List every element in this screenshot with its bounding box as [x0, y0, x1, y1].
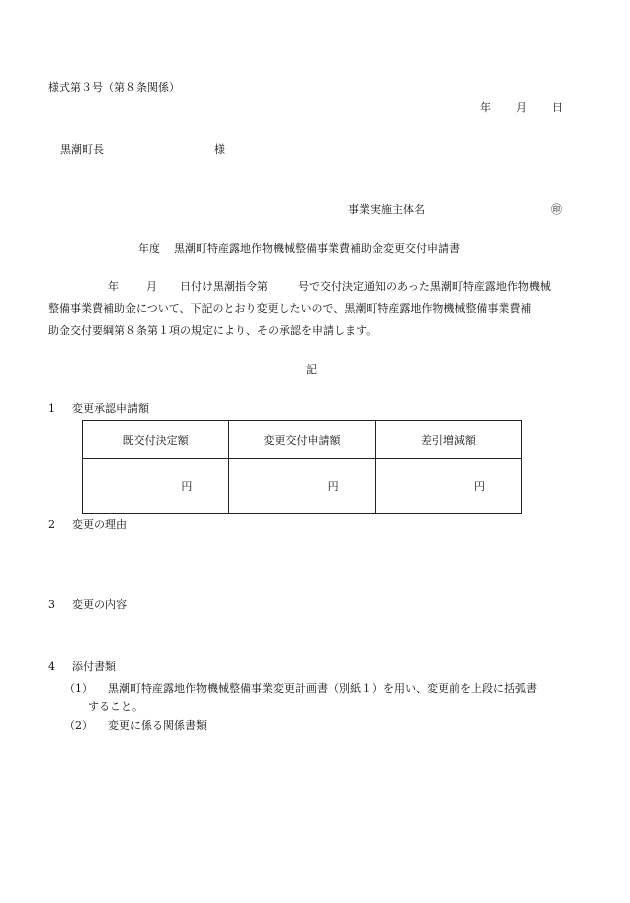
body-dated: 日付け黒潮指令第 [180, 280, 268, 293]
value-difference-amount: 円 [375, 459, 521, 514]
header-change-amount: 変更交付申請額 [229, 421, 375, 459]
addressee-honorific: 様 [214, 143, 225, 156]
body-number-text: 号で交付決定通知のあった黒潮町特産露地作物機械 [298, 280, 551, 293]
attachment-2-line-1: 変更に係る関係書類 [108, 719, 207, 732]
attachment-1-line-2: すること。 [88, 700, 143, 713]
section-3-title: 変更の内容 [72, 598, 127, 611]
date-month: 月 [516, 101, 527, 114]
section-2-number: 2 [48, 518, 55, 531]
attachment-1-number: （1） [64, 682, 93, 695]
applicant-label: 事業実施主体名 [348, 203, 425, 216]
seal-mark: ㊞ [551, 203, 562, 216]
amount-table-value-row [83, 459, 522, 514]
value-change-amount: 円 [229, 459, 375, 514]
body-line-2: 整備事業費補助金について、下記のとおり変更したいので、黒潮町特産露地作物機械整備事業費補 [48, 302, 532, 315]
body-month: 月 [146, 280, 157, 293]
section-4-number: 4 [48, 660, 55, 673]
amount-table-header-row [83, 421, 522, 459]
document-title: 黒潮町特産露地作物機械整備事業費補助金変更交付申請書 [174, 242, 460, 255]
amount-table [82, 420, 522, 514]
section-2-title: 変更の理由 [72, 518, 127, 531]
date-day: 日 [552, 101, 563, 114]
section-4-title: 添付書類 [72, 660, 116, 673]
title-era: 年度 [138, 242, 160, 255]
section-1-title: 変更承認申請額 [72, 402, 149, 415]
header-existing-amount: 既交付決定額 [83, 421, 229, 459]
body-line-3: 助金交付要綱第８条第１項の規定により、その承認を申請します。 [48, 324, 378, 337]
form-number-label: 様式第３号（第８条関係） [48, 81, 180, 94]
body-year: 年 [108, 280, 119, 293]
ki-mark: 記 [306, 363, 317, 376]
attachment-2-number: （2） [64, 719, 93, 732]
date-year: 年 [480, 101, 491, 114]
attachment-1-line-1: 黒潮町特産露地作物機械整備事業変更計画書（別紙１）を用い、変更前を上段に括弧書 [108, 682, 537, 695]
header-difference-amount: 差引増減額 [375, 421, 521, 459]
section-1-number: 1 [48, 402, 55, 415]
section-3-number: 3 [48, 598, 55, 611]
addressee-name: 黒潮町長 [60, 143, 104, 156]
value-existing-amount: 円 [83, 459, 229, 514]
